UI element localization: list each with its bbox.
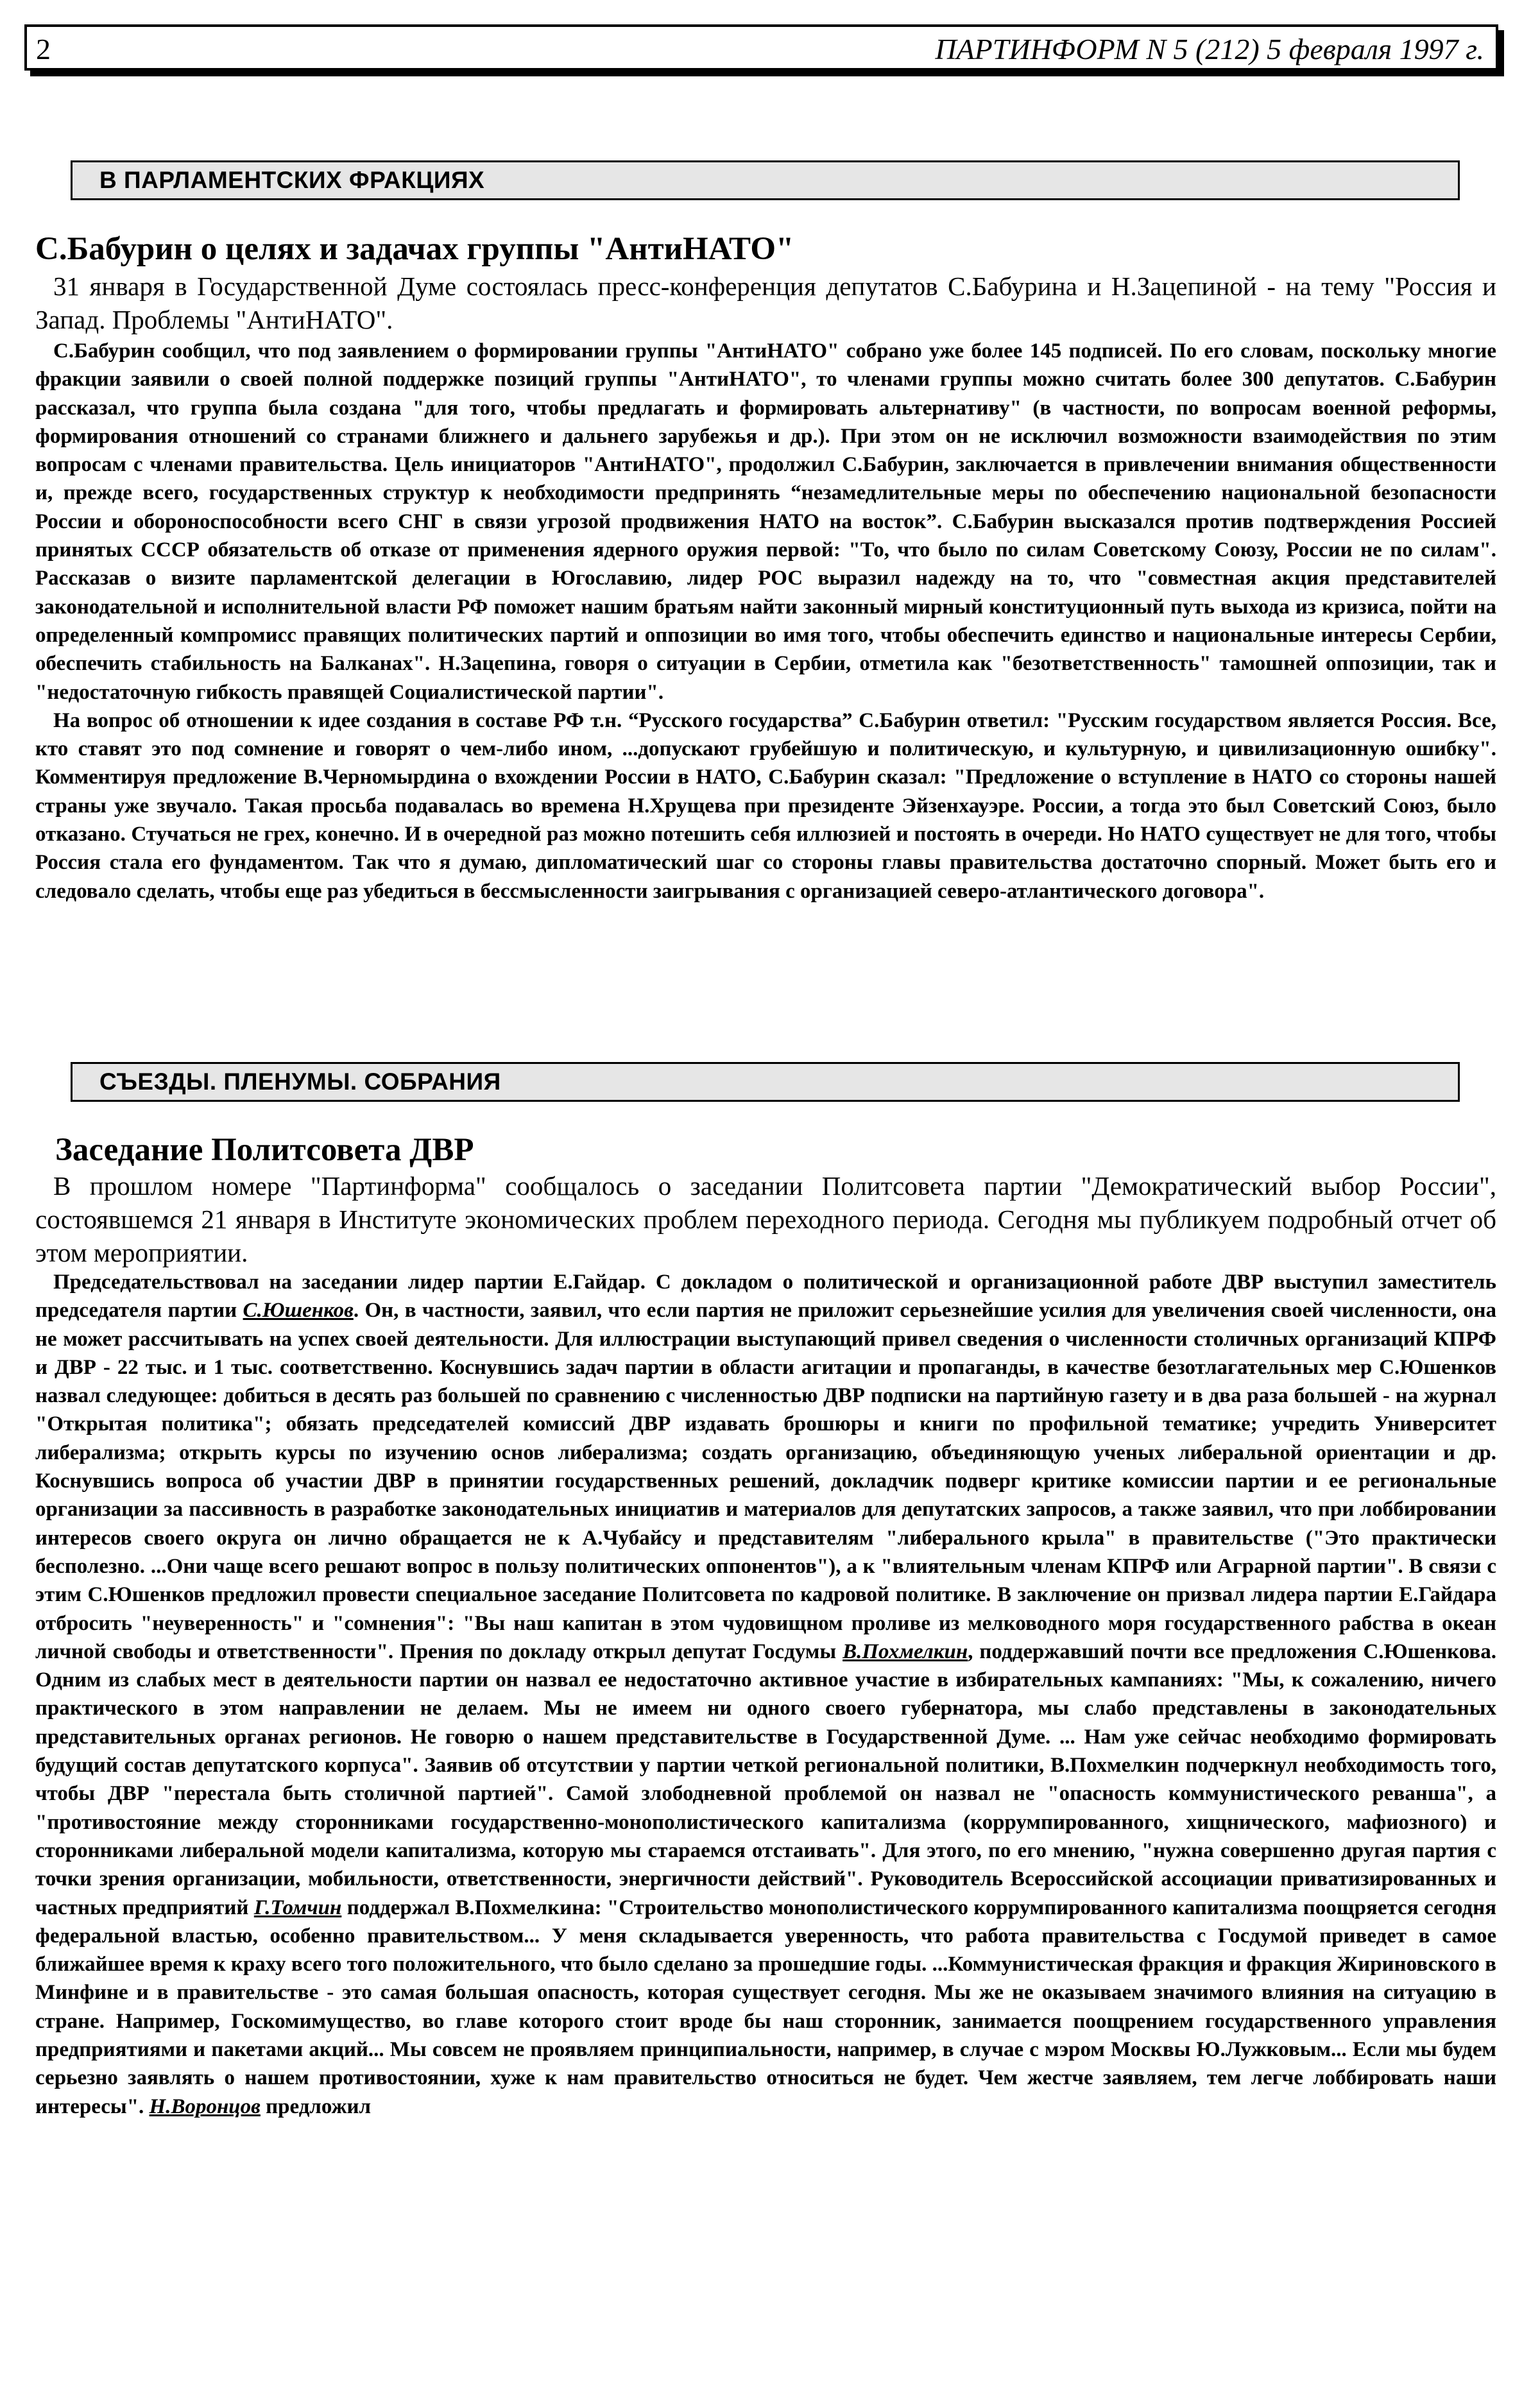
article-body-dvr [35, 1268, 1496, 2121]
body-text: предложил [260, 2095, 372, 2118]
body-paragraph: На вопрос об отношении к идее создания в составе РФ т.н. “Русского государства” С.Бабурин ответил: "Русским государством является Россия. Все, кто ставят это под сомнение и говорят о чем-либо ином, ...допускают грубейшую и политическую, и культурную, и цивилизационную ошибку". Комментируя предложение В.Черномырдина о вхождении России в НАТО, С.Бабурин сказал: "Предложение о вступление в НАТО со стороны нашей страны уже звучало. Такая просьба подавалась во времена Н.Хрущева при президенте Эйзенхауэре. России, а тогда это был Советский Союз, было отказано. Стучаться не грех, конечно. И в очередной раз можно потешить себя иллюзией и постоять в очереди. Но НАТО существует не для того, чтобы Россия стала его фундаментом. Так что я думаю, дипломатический шаг со стороны главы правительства достаточно спорный. Может быть его и следовало сделать, чтобы еще раз убедиться в бессмысленности заигрывания с организацией северо-атлантического договора". [35, 708, 1496, 903]
page-number: 2 [36, 33, 51, 65]
body-text: , поддержавший почти все предложения С.Юшенкова. Одним из слабых мест в деятельности партии он назвал ее недостаточно активное участие в избирательных кампаниях: "Мы, к сожалению, ничего практического в этом направлении не делаем. Мы не имеем ни одного своего губернатора, мы слабо представлены в законодательных представительных органах регионов. Не говорю о нашем представительстве в Государственной Думе. ... Нам уже сейчас необходимо формировать будущий состав депутатского корпуса". Заявив об отсутствии у партии четкой региональной политики, В.Похмелкин подчеркнул необходимость того, чтобы ДВР "перестала быть столичной партией". Самой злободневной проблемой он назвал не "опасность коммунистического реванша", а "противостояние между сторонниками государственно-монополистического капитализма (коррумпированного, хищнического, мафиозного) и сторонниками либеральной модели капитализма, которую мы стараемся отстаивать". Для этого, по его мнению, "нужна совершенно другая партия с точки зрения организации, мобильности, ответственности, энергичности действий". Руководитель Всероссийской ассоциации приватизированных и частных предприятий [35, 1640, 1496, 1919]
person-name-pokhmelkin: В.Похмелкин [843, 1640, 968, 1663]
lead-paragraph: В прошлом номере "Партинформа" сообщалось о заседании Политсовета партии "Демократический выбор России", состоявшемся 21 января в Институте экономических проблем переходного периода. Сегодня мы публикуем подробный отчет об этом мероприятии. [35, 1171, 1496, 1267]
article-lead-dvr [35, 1169, 1496, 1269]
person-name-yushenkov: С.Юшенков [243, 1299, 354, 1323]
article-title-baburin: С.Бабурин о целях и задачах группы "АнтиНАТО" [35, 231, 794, 267]
body-text: поддержал В.Похмелкина: "Строительство монополистического коррумпированного капитализма поощряется сегодня федеральной властью, особенно правительством... У меня складывается уверенность, что работа правительства с Госдумой приведет в самое ближайшее время к краху всего того положительного, что было сделано за прошедшие годы. ...Коммунистическая фракция и фракция Жириновского в Минфине и в правительстве - это самая большая опасность, которая существует сегодня. Мы же не оказываем значимого влияния на ситуацию в стране. Например, Госкомимущество, во главе которого стоит вроде бы наш сторонник, занимается поощрением государственного управления предприятиями и пакетами акций... Мы совсем не проявляем принципиальности, например, в случае с мэром Москвы Ю.Лужковым... Если мы будем серьезно заявлять о нашем противостоянии, хуже к нам правительство относиться не будет. Чем жестче заявляем, тем легче лоббировать наши интересы". [35, 1896, 1496, 2118]
article-body-baburin [35, 337, 1496, 905]
page-header [24, 24, 1498, 71]
body-paragraph [35, 1268, 1496, 2121]
issue-title: ПАРТИНФОРМ N 5 (212) 5 февраля 1997 г. [935, 33, 1484, 65]
article-lead-baburin [35, 270, 1496, 336]
person-name-vorontsov: Н.Воронцов [149, 2095, 261, 2118]
section-rubric-congresses: СЪЕЗДЫ. ПЛЕНУМЫ. СОБРАНИЯ [71, 1062, 1460, 1102]
body-text: . Он, в частности, заявил, что если партия не приложит серьезнейшие усилия для увеличения своей численности, она не может рассчитывать на успех своей деятельности. Для иллюстрации выступающий привел сведения о численности столичных организаций КПРФ и ДВР - 22 тыс. и 1 тыс. соответственно. Коснувшись задач партии в области агитации и пропаганды, в качестве безотлагательных мер С.Юшенков назвал следующее: добиться в десять раз большей по сравнению с численностью ДВР подписки на партийную газету и в два раза большей - на журнал "Открытая политика"; обязать председателей комиссий ДВР издавать брошюры и книги по профильной тематике; учредить Университет либерализма; открыть курсы по изучению основ либерализма; создать организацию, объединяющую ученых либеральной ориентации и др. Коснувшись вопроса об участии ДВР в принятии государственных решений, докладчик подверг критике комиссии партии и ее региональные организации за пассивность в разработке законодательных инициатив и материалов для депутатских запросов, а также заявил, что при лоббировании интересов своего округа он лично обращается не к А.Чубайсу и представителям "либерального крыла" в правительстве ("Это практически бесполезно. ...Они чаще всего решают вопрос в пользу политических оппонентов"), а к "влиятельным членам КПРФ или Аграрной партии". В связи с этим С.Юшенков предложил провести специальное заседание Политсовета по кадровой политике. В заключение он призвал лидера партии Е.Гайдара отбросить "неуверенность" и "сомнения": "Вы наш капитан в этом чудовищном проливе из мелководного моря государственного рабства в океан личной свободы и ответственности". Прения по докладу открыл депутат Госдумы [35, 1299, 1496, 1663]
section-rubric-parliament: В ПАРЛАМЕНТСКИХ ФРАКЦИЯХ [71, 160, 1460, 200]
body-paragraph: С.Бабурин сообщил, что под заявлением о формировании группы "АнтиНАТО" собрано уже более 145 подписей. По его словам, поскольку многие фракции заявили о своей полной поддержке позиций группы "АнтиНАТО", то членами группы можно считать более 300 депутатов. С.Бабурин рассказал, что группа была создана "для того, чтобы предлагать и формировать альтернативу" (в частности, по вопросам военной реформы, формирования отношений со странами ближнего и дальнего зарубежья и др.). При этом он не исключил возможности взаимодействия по этим вопросам с членами правительства. Цель инициаторов "АнтиНАТО", продолжил С.Бабурин, заключается в привлечении внимания общественности и, прежде всего, государственных структур к необходимости предпринять “незамедлительные меры по обеспечению национальной безопасности России и обороноспособности всего СНГ в связи угрозой продвижения НАТО на восток”. С.Бабурин высказался против подтверждения Россией принятых СССР обязательств об отказе от применения ядерного оружия первой: "То, что было по силам Советскому Союзу, России не по силам". Рассказав о визите парламентской делегации в Югославию, лидер РОС выразил надежду на то, что "совместная акция представителей законодательной и исполнительной власти РФ поможет нашим братьям найти законный мирный конституционный путь выхода из кризиса, пойти на определенный компромисс правящих политических партий и оппозиции во имя того, чтобы обеспечить единство и национальные интересы Сербии, обеспечить стабильность на Балканах". Н.Зацепина, говоря о ситуации в Сербии, отметила как "безответственность" тамошней оппозиции, так и "недостаточную гибкость правящей Социалистической партии". [35, 339, 1496, 704]
article-title-dvr: Заседание Политсовета ДВР [55, 1132, 474, 1168]
body-text: Председательствовал на заседании лидер партии Е.Гайдар. С докладом о политической и организационной работе ДВР выступил заместитель председателя партии [35, 1271, 1496, 1323]
person-name-tomchin: Г.Томчин [253, 1896, 342, 1919]
lead-paragraph: 31 января в Государственной Думе состоялась пресс-конференция депутатов С.Бабурина и Н.Зацепиной - на тему "Россия и Запад. Проблемы "АнтиНАТО". [35, 271, 1496, 334]
